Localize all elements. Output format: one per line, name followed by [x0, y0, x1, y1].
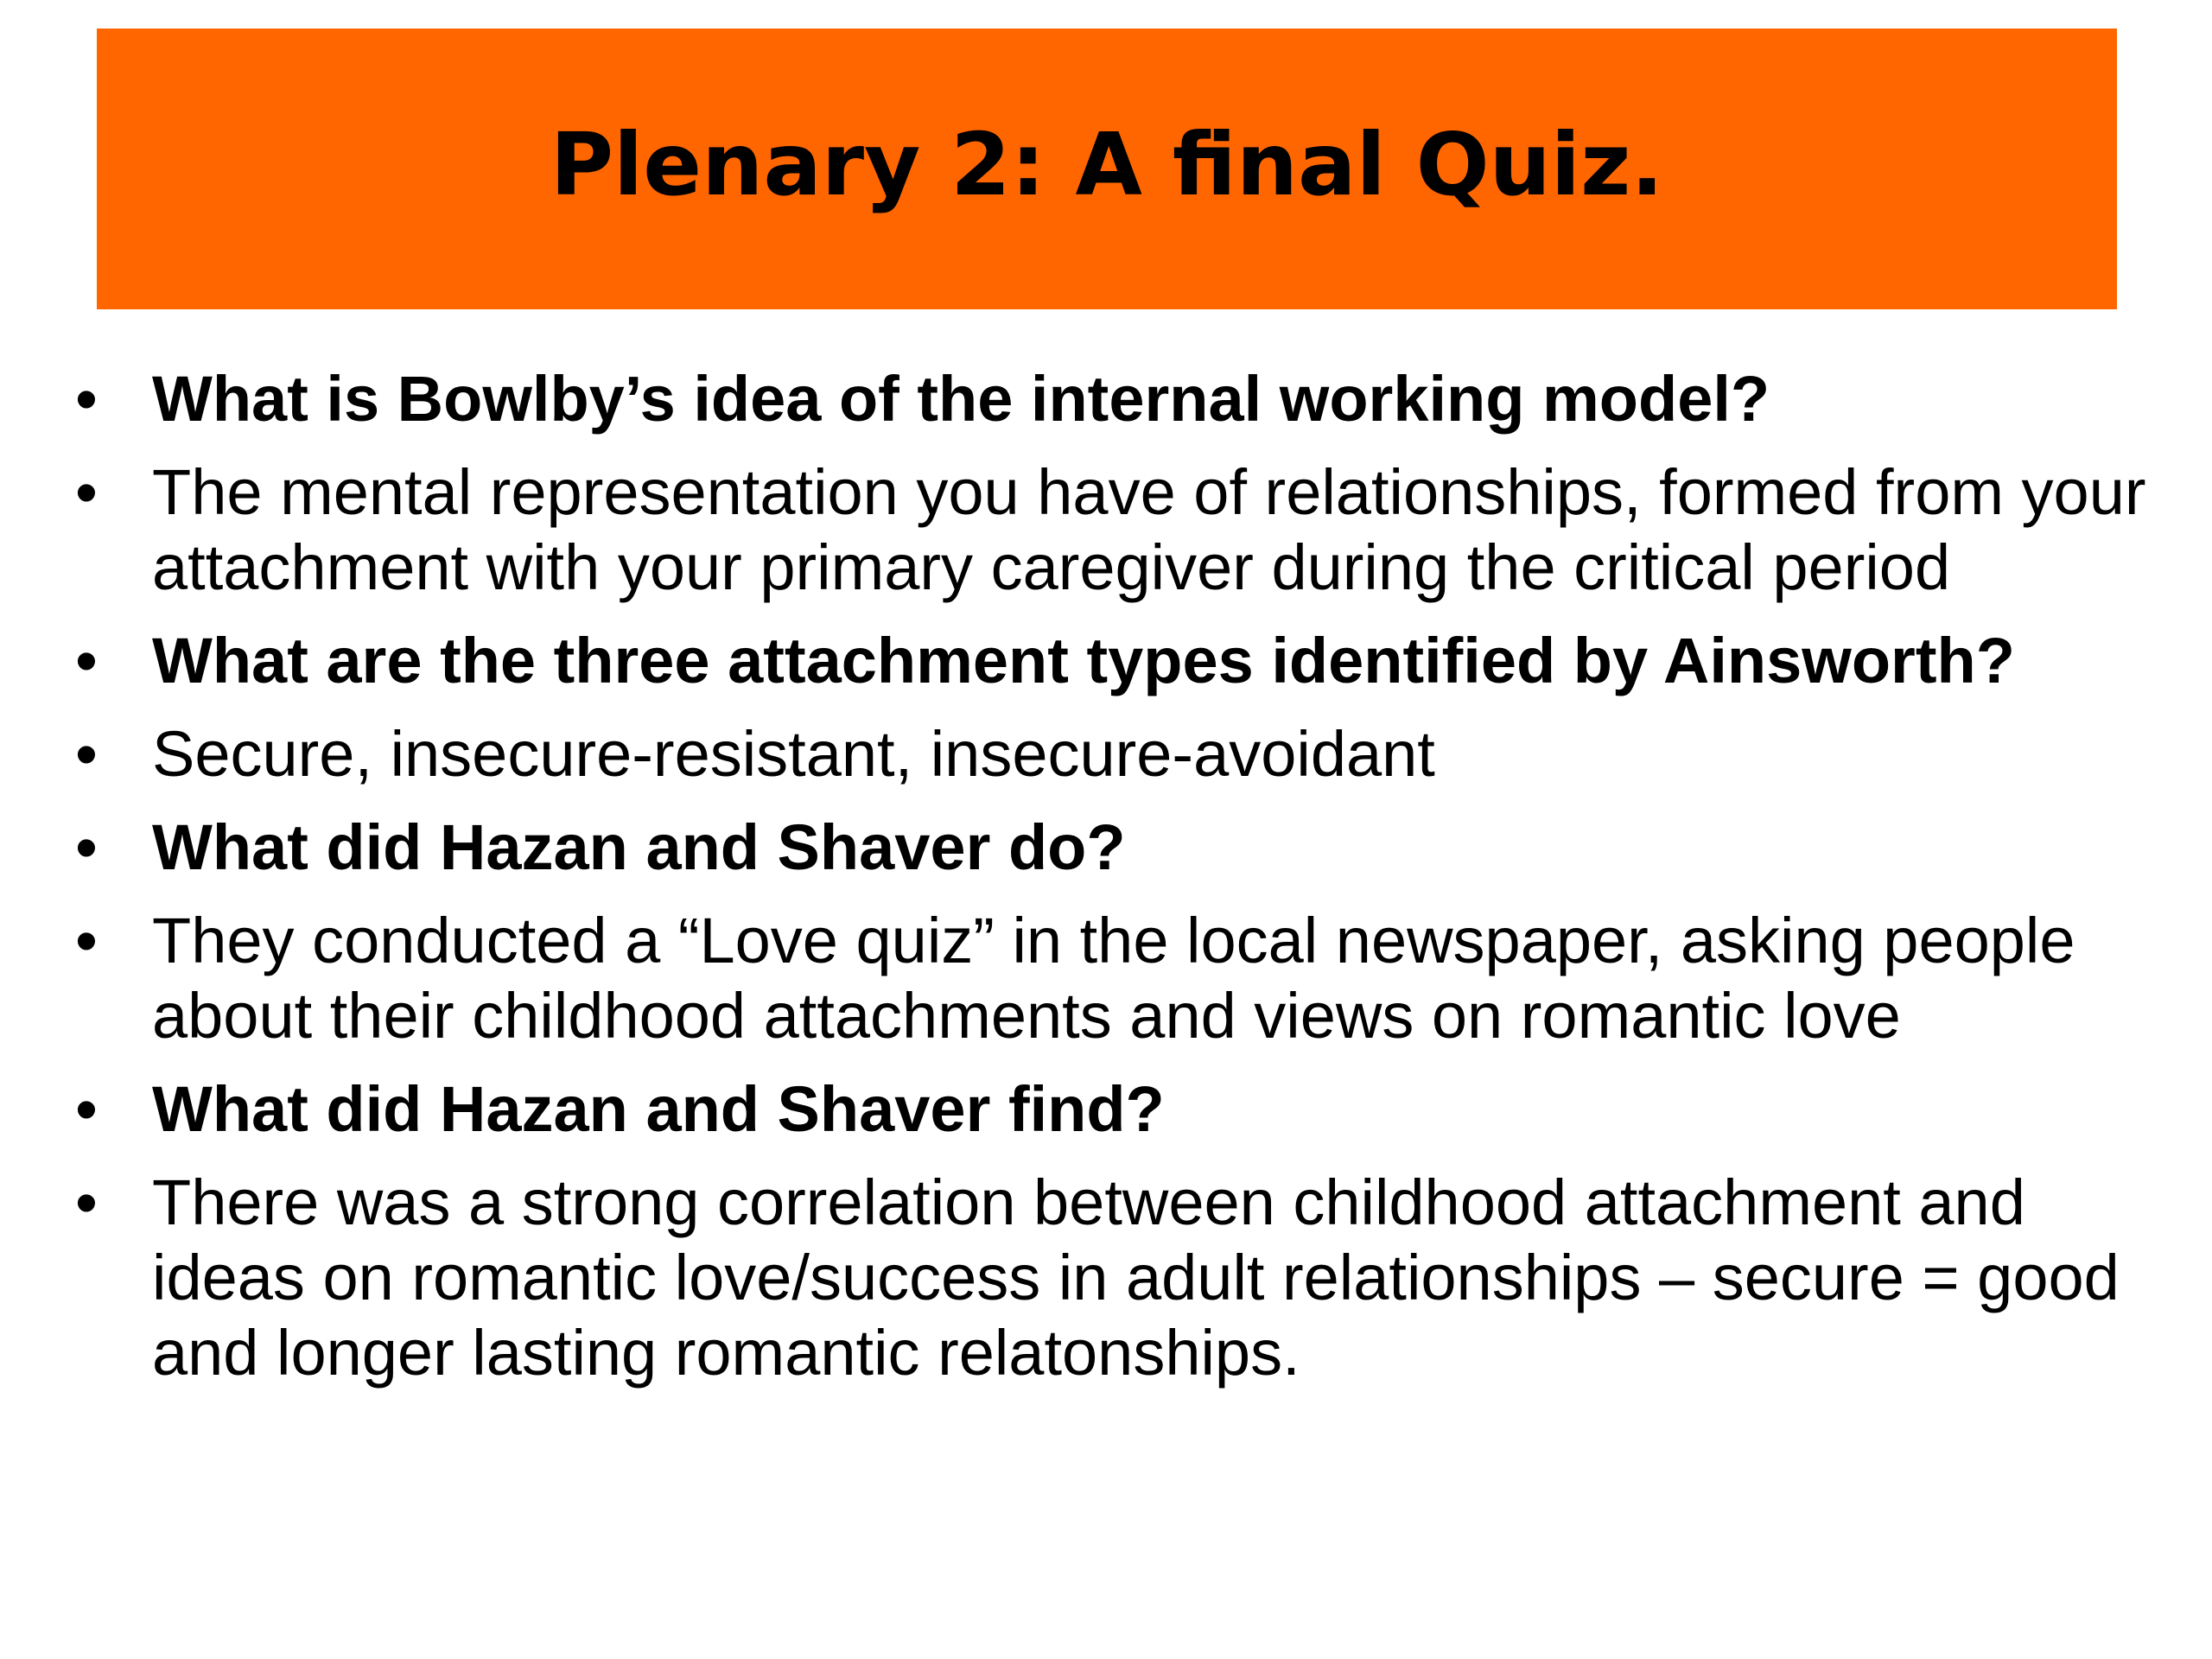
answer-item-ainsworth — [60, 716, 2186, 791]
answer-item-hazan-shaver-findings — [60, 1165, 2186, 1390]
bullet-icon: • — [75, 718, 98, 790]
question-item-hazan-shaver-method — [60, 810, 2186, 885]
bullet-icon: • — [75, 1166, 98, 1238]
question-text: What are the three attachment types identified by Ainsworth? — [152, 625, 2015, 696]
question-text: What is Bowlby’s idea of the internal working model? — [152, 363, 1770, 435]
answer-text: The mental representation you have of relationships, formed from your attachment with your primary caregiver during the critical period — [152, 456, 2146, 603]
slide-title: Plenary 2: A final Quiz. — [550, 113, 1664, 215]
question-item-bowlby — [60, 361, 2186, 436]
answer-text: There was a strong correlation between childhood attachment and ideas on romantic love/success in adult relationships – secure = good and longer lasting romantic relatonships. — [152, 1166, 2120, 1389]
bullet-icon: • — [75, 363, 98, 435]
title-banner — [97, 29, 2117, 309]
question-text: What did Hazan and Shaver find? — [152, 1073, 1165, 1145]
question-text: What did Hazan and Shaver do? — [152, 811, 1126, 883]
answer-text: They conducted a “Love quiz” in the local newspaper, asking people about their childhood attachments and views on romantic love — [152, 905, 2075, 1052]
bullet-icon: • — [75, 811, 98, 883]
bullet-icon: • — [75, 625, 98, 696]
question-item-hazan-shaver-findings — [60, 1071, 2186, 1147]
answer-item-hazan-shaver-method — [60, 903, 2186, 1053]
bullet-list — [60, 361, 2186, 1408]
answer-text: Secure, insecure-resistant, insecure-avoidant — [152, 718, 1435, 790]
bullet-icon: • — [75, 456, 98, 528]
bullet-icon: • — [75, 905, 98, 976]
question-item-ainsworth — [60, 623, 2186, 698]
answer-item-bowlby — [60, 454, 2186, 605]
bullet-icon: • — [75, 1073, 98, 1145]
